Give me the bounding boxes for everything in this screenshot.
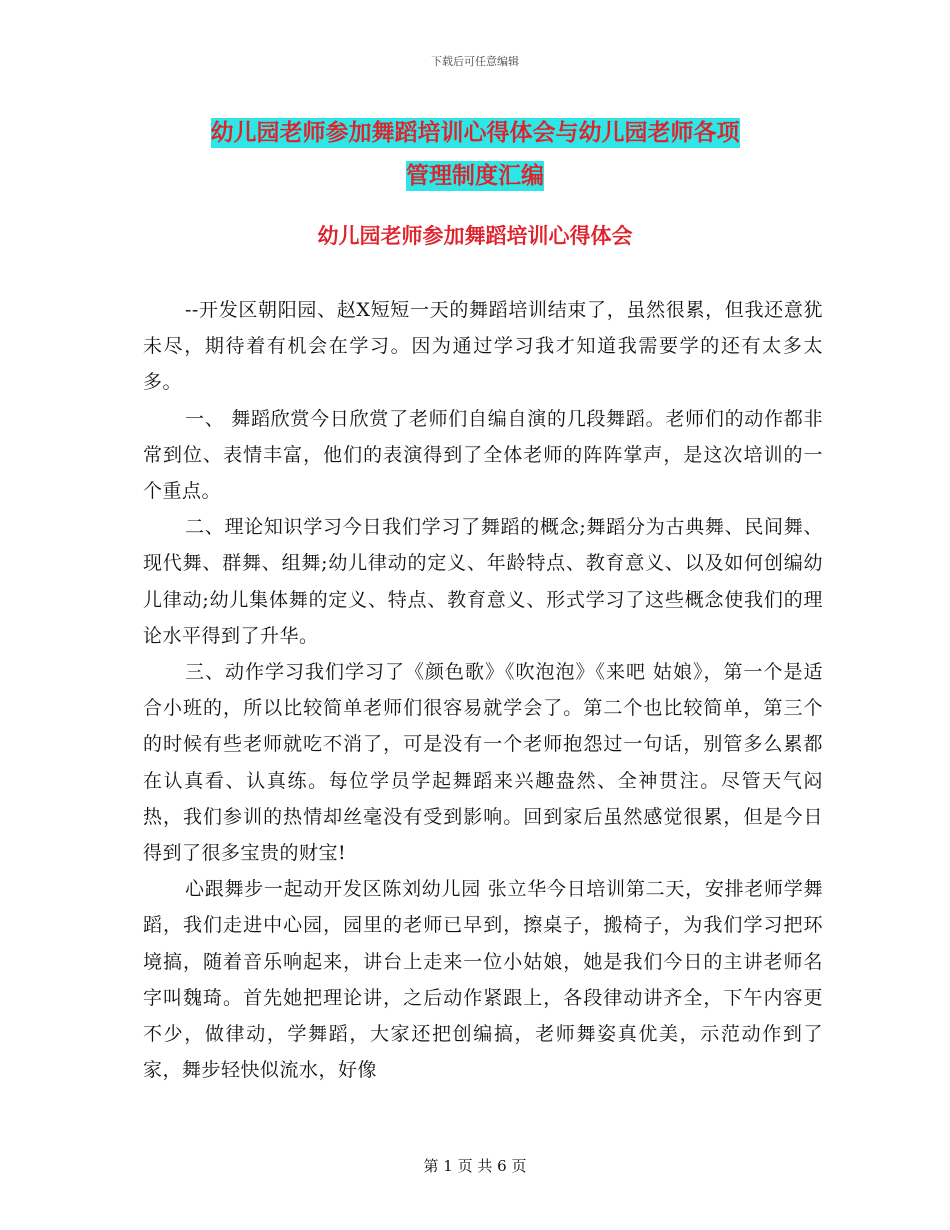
- paragraph: 三、动作学习我们学习了《颜色歌》《吹泡泡》《来吧 姑娘》，第一个是适合小班的，所以比较简单老师们很容易就学会了。第二个也比较简单，第三个的时候有些老师就吃不消了，可是没有一个老师抱怨过一句话，别管多么累都在认真看、认真练。每位学员学起舞蹈来兴趣盎然、全神贯注。尽管天气闷热，我们参训的热情却丝毫没有受到影响。回到家后虽然感觉很累，但是今日得到了很多宝贵的财宝!: [143, 661, 823, 865]
- page-footer: 第 1 页 共 6 页: [423, 1157, 527, 1175]
- title-line-2: 管理制度汇编: [406, 163, 544, 189]
- paragraph: 二、理论知识学习今日我们学习了舞蹈的概念;舞蹈分为古典舞、民间舞、现代舞、群舞、组舞;幼儿律动的定义、年龄特点、教育意义、以及如何创编幼儿律动;幼儿集体舞的定义、特点、教育意义、形式学习了这些概念使我们的理论水平得到了升华。: [143, 516, 823, 647]
- document-body: [143, 292, 823, 1088]
- paragraph: 一、 舞蹈欣赏今日欣赏了老师们自编自演的几段舞蹈。老师们的动作都非常到位、表情丰富，他们的表演得到了全体老师的阵阵掌声，是这次培训的一个重点。: [143, 407, 823, 503]
- page-header: 下载后可任意编辑: [431, 55, 519, 68]
- title-line-1: 幼儿园老师参加舞蹈培训心得体会与幼儿园老师各项: [210, 120, 740, 146]
- paragraph: --开发区朝阳园、赵X短短一天的舞蹈培训结束了，虽然很累，但我还意犹未尽，期待着有机会在学习。因为通过学习我才知道我需要学的还有太多太多。: [143, 299, 823, 394]
- paragraph: 心跟舞步一起动开发区陈刘幼儿园 张立华今日培训第二天，安排老师学舞蹈，我们走进中心园，园里的老师已早到，擦桌子，搬椅子，为我们学习把环境搞，随着音乐响起来，讲台上走来一位小姑娘，她是我们今日的主讲老师名字叫魏琦。首先她把理论讲，之后动作紧跟上，各段律动讲齐全，下午内容更不少，做律动，学舞蹈，大家还把创编搞，老师舞姿真优美，示范动作到了家，舞步轻快似流水，好像: [143, 878, 823, 1082]
- document-title: [0, 112, 950, 198]
- section-title: 幼儿园老师参加舞蹈培训心得体会: [317, 224, 633, 248]
